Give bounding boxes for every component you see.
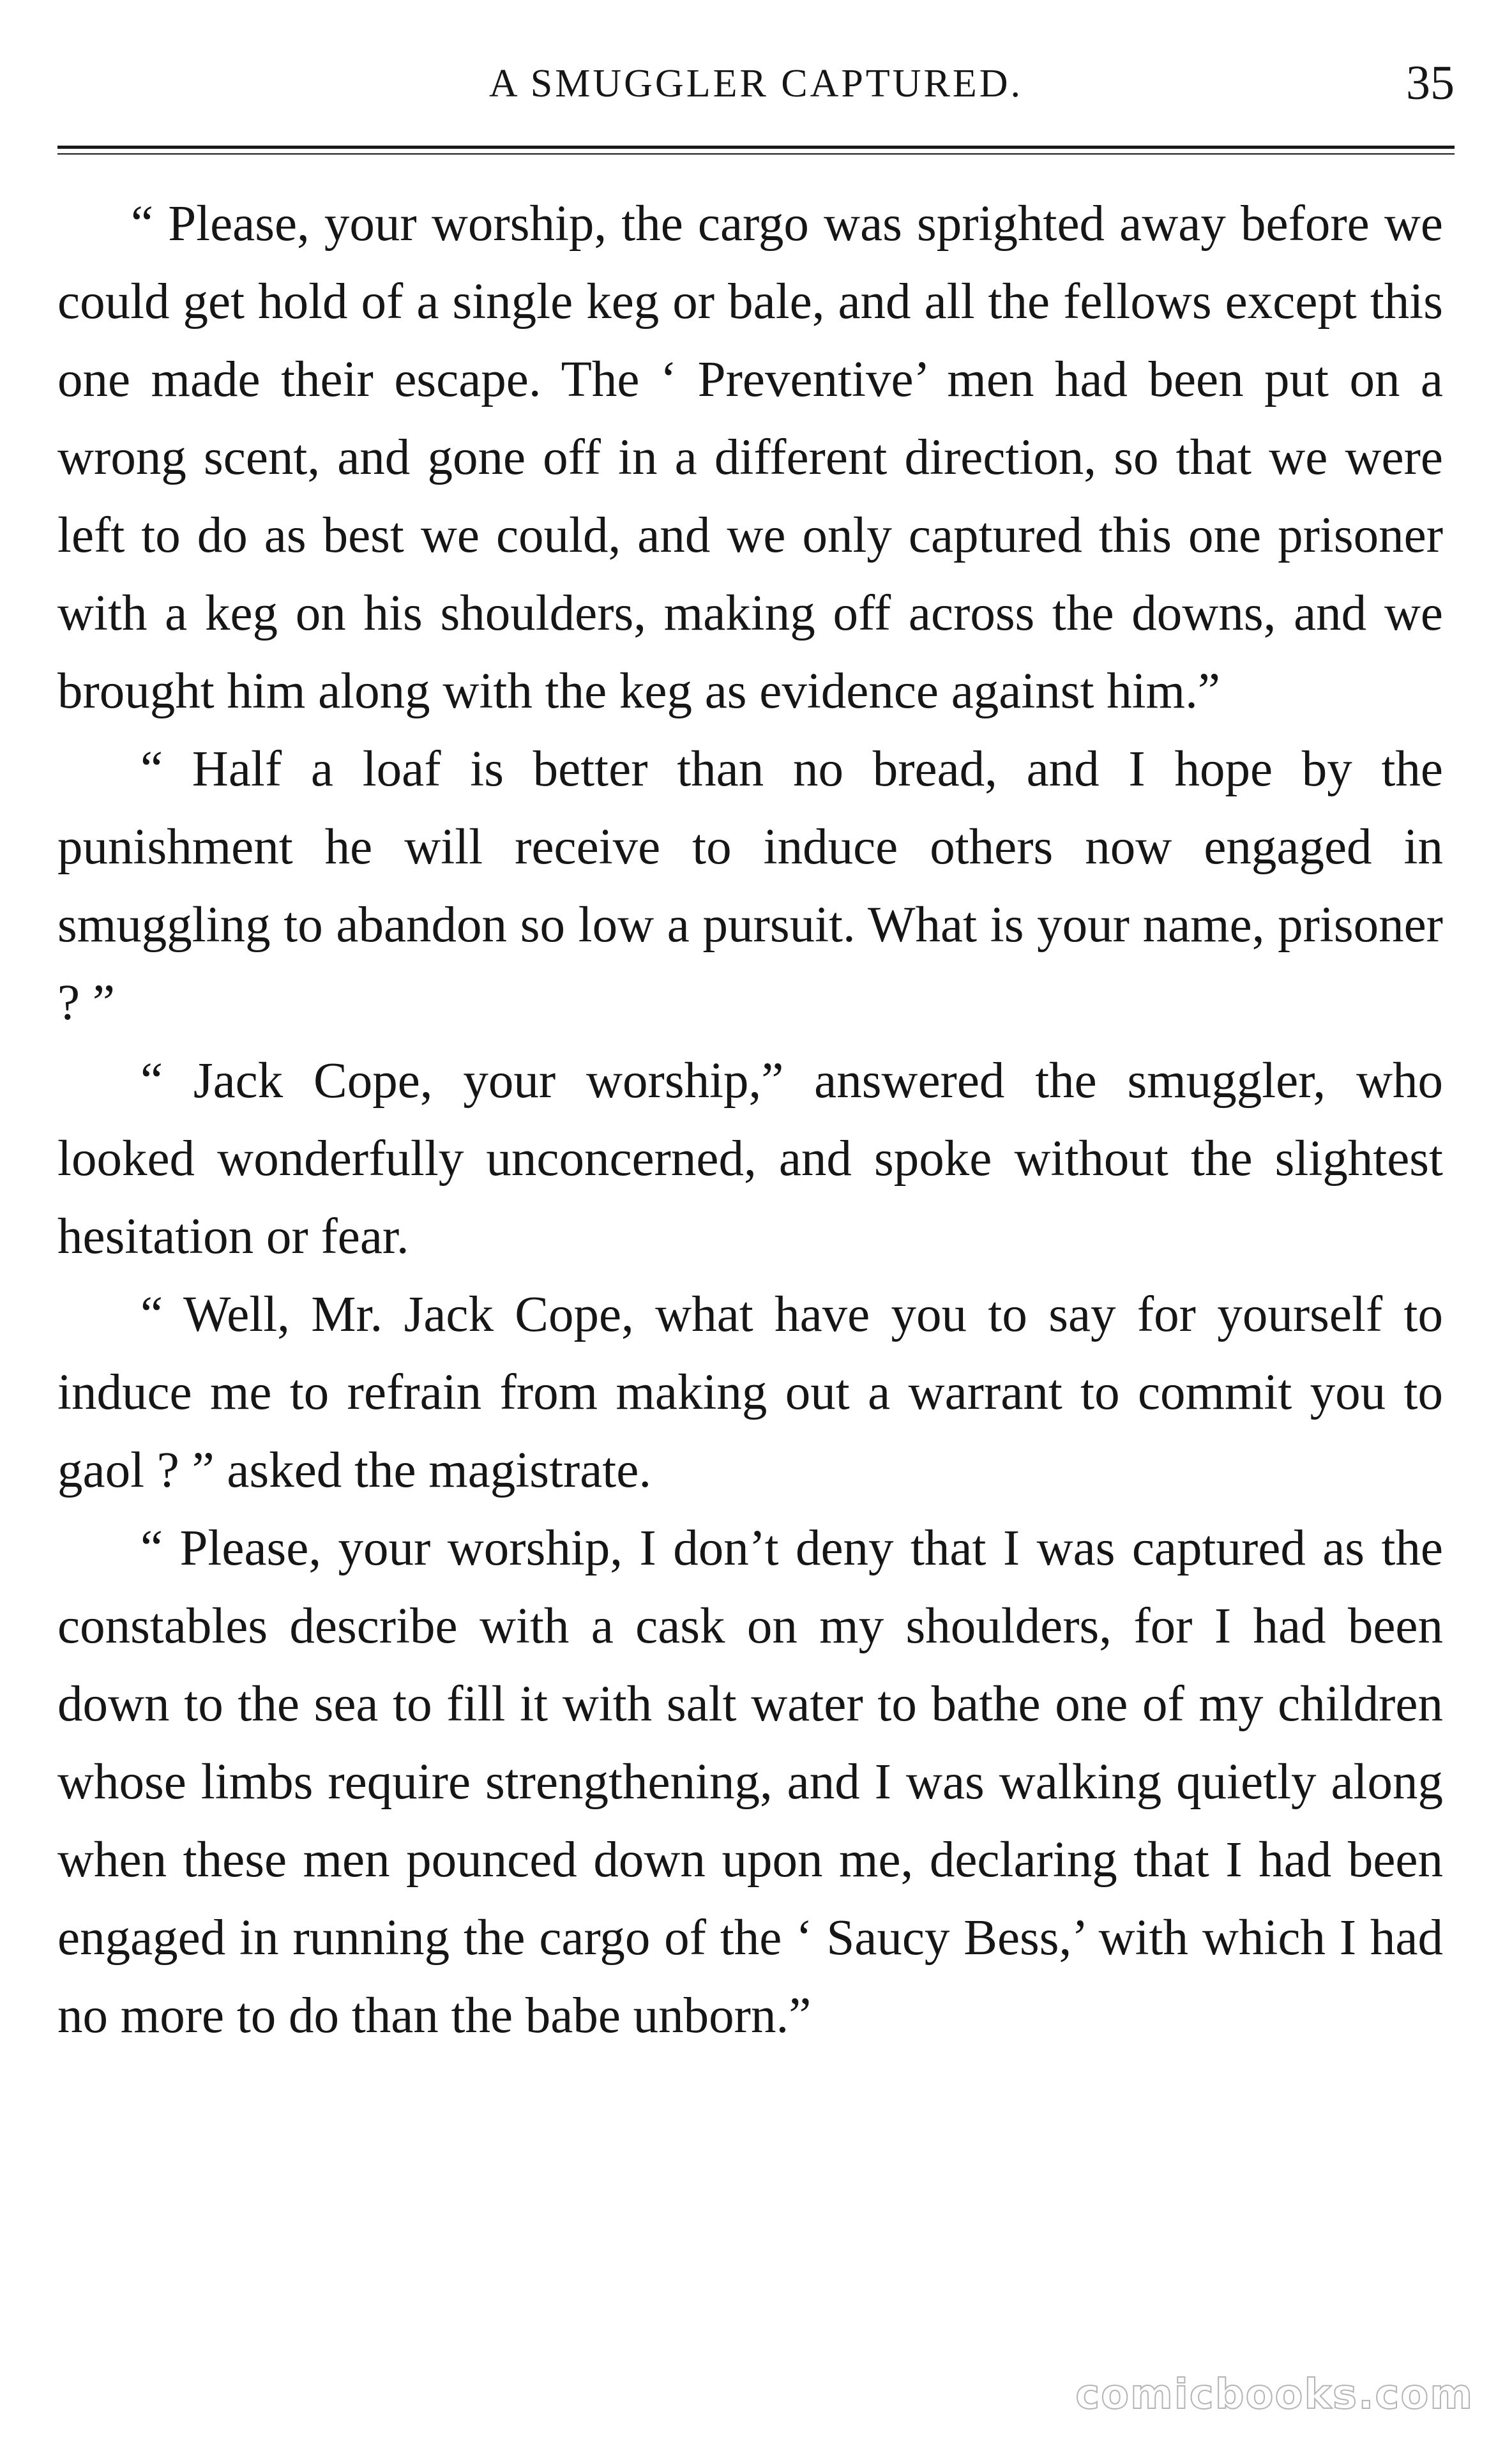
paragraph-constable-report: “ Please, your worship, the cargo was sprighted away before we could get hold of a single keg or bale, and all the fellows except this one made their escape. The ‘ Preventive’ men had been put on a wrong scent, and gone off in a different direction, so that we were left to do as best we could, and we only captured this one prisoner with a keg on his shoulders, making off across the downs, and we brought him along with the keg as evidence against him.” (57, 196, 1443, 719)
paragraph-smuggler-name: “ Jack Cope, your worship,” answered the smuggler, who looked wonderfully unconcerned, and spoke without the slightest hesitation or fear. (57, 1053, 1443, 1264)
paragraph-magistrate-warrant: “ Well, Mr. Jack Cope, what have you to say for yourself to induce me to refrain from making out a warrant to commit you to gaol ? ” asked the magistrate. (57, 1287, 1443, 1498)
paragraph-smuggler-defense: “ Please, your worship, I don’t deny that I was captured as the constables describe with a cask on my shoulders, for I had been down to the sea to fill it with salt water to bathe one of my children whose limbs require strengthening, and I was walking quietly along when these men pounced down upon me, declaring that I had been engaged in running the cargo of the ‘ Saucy Bess,’ with which I had no more to do than the babe unborn.” (57, 1521, 1443, 2044)
header-rule-thin (57, 153, 1455, 155)
body-text (57, 185, 1443, 2055)
page-number: 35 (1406, 56, 1455, 110)
header-rule (57, 146, 1455, 149)
running-title: A SMUGGLER CAPTURED. (488, 62, 1024, 105)
running-head (57, 50, 1455, 120)
watermark: comicbooks.com (1075, 2371, 1474, 2418)
paragraph-magistrate-question: “ Half a loaf is better than no bread, and I hope by the punishment he will receive to induce others now engaged in smuggling to abandon so low a pursuit. What is your name, prisoner ? ” (57, 741, 1443, 1031)
